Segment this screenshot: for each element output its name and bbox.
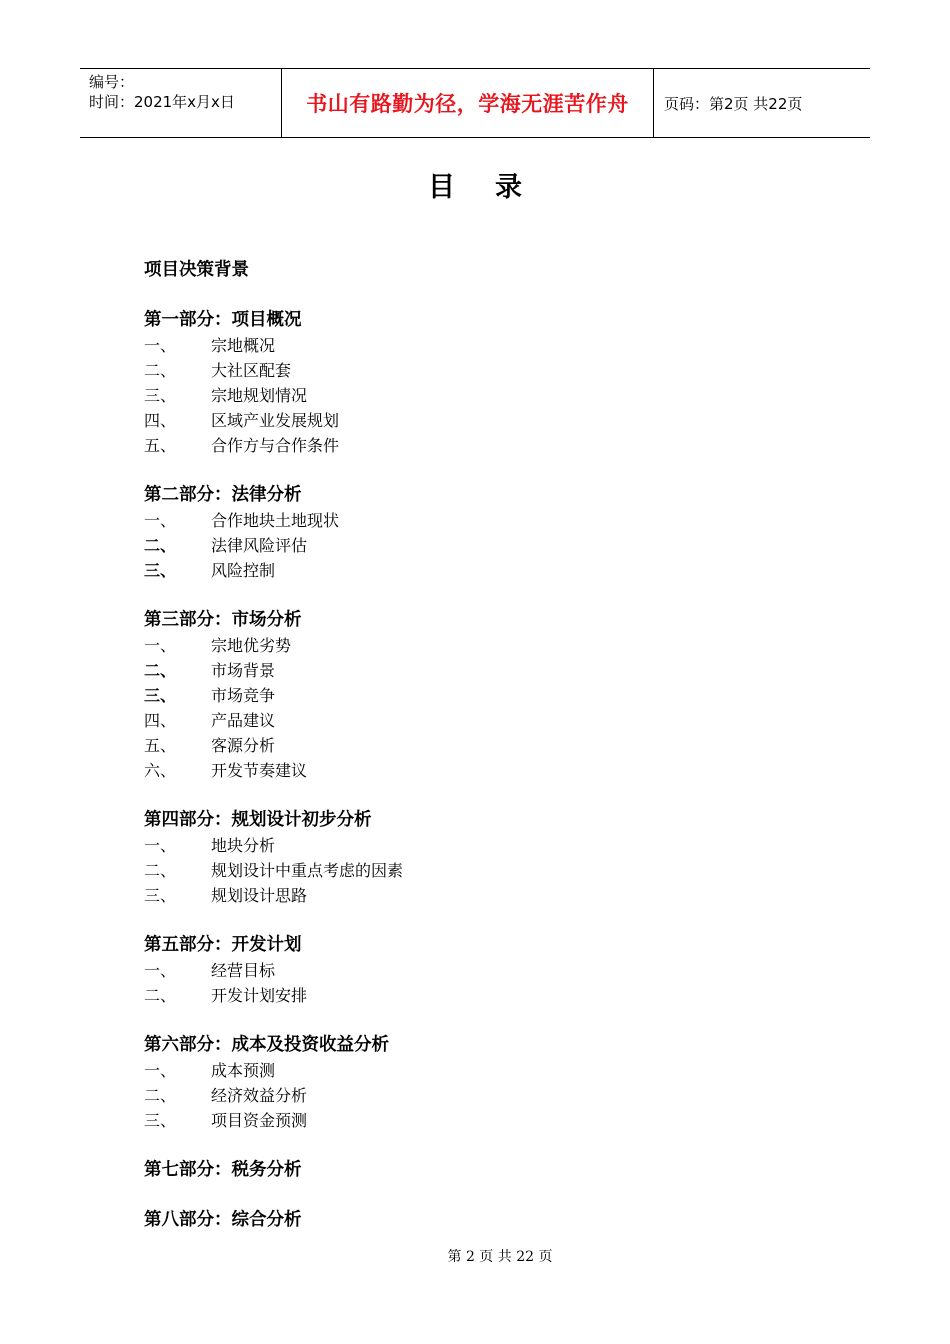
toc-item-number: 三、 [144,686,177,705]
toc-item-number: 三、 [144,561,177,580]
toc-item-text: 成本预测 [211,1061,276,1080]
toc-item-number: 二、 [144,986,177,1005]
toc-item-number: 一、 [144,961,177,980]
toc-item [144,358,844,383]
document-date: 时间：2021年x月x日 [89,93,235,111]
toc-item-text: 项目资金预测 [211,1111,308,1130]
toc-section-heading: 第一部分：项目概况 [144,310,302,330]
toc-item [144,508,844,533]
toc-item [144,958,844,983]
toc-item [144,983,844,1008]
toc-item [144,533,844,558]
toc-item-text: 区域产业发展规划 [211,411,340,430]
toc-item-number: 五、 [144,436,177,455]
toc-item-number: 一、 [144,1061,177,1080]
toc-item-text: 市场背景 [211,661,276,680]
toc-item-number: 一、 [144,836,177,855]
toc-item-text: 法律风险评估 [211,536,308,555]
toc-section-heading: 第五部分：开发计划 [144,935,302,955]
toc-item-number: 六、 [144,761,177,780]
toc-section-heading: 第七部分：税务分析 [144,1160,302,1180]
toc-item [144,433,844,458]
toc-item [144,658,844,683]
toc-item-text: 开发计划安排 [211,986,308,1005]
toc-item [144,383,844,408]
toc-item-number: 四、 [144,711,177,730]
toc-item-number: 二、 [144,1086,177,1105]
toc-item-number: 三、 [144,386,177,405]
toc-item-number: 三、 [144,1111,177,1130]
toc-item-text: 地块分析 [211,836,276,855]
toc-item-text: 宗地优劣势 [211,636,292,655]
toc-item-text: 宗地概况 [211,336,276,355]
header-page-info: 页码：第2页 共22页 [664,94,803,113]
toc-item-number: 四、 [144,411,177,430]
toc-item-text: 开发节奏建议 [211,761,308,780]
toc-item [144,758,844,783]
toc-item [144,708,844,733]
toc-item-text: 市场竞争 [211,686,276,705]
header-meta [80,69,282,137]
table-of-contents [144,258,844,1233]
toc-item [144,633,844,658]
toc-item [144,833,844,858]
toc-item [144,733,844,758]
toc-item-text: 客源分析 [211,736,276,755]
toc-item-text: 合作方与合作条件 [211,436,340,455]
toc-item [144,883,844,908]
toc-item-text: 产品建议 [211,711,276,730]
document-number-label: 编号： [89,73,135,91]
toc-item-number: 二、 [144,536,177,555]
toc-item [144,1083,844,1108]
toc-item [144,683,844,708]
page-header [80,68,870,138]
toc-item-text: 经营目标 [211,961,276,980]
toc-section-heading: 项目决策背景 [144,260,249,280]
toc-item-number: 一、 [144,511,177,530]
toc-item-number: 二、 [144,361,177,380]
toc-section-heading: 第三部分：市场分析 [144,610,302,630]
toc-item-number: 二、 [144,861,177,880]
toc-item-number: 一、 [144,636,177,655]
toc-item-text: 风险控制 [211,561,276,580]
toc-section-heading: 第八部分：综合分析 [144,1210,302,1230]
toc-item-number: 五、 [144,736,177,755]
toc-item [144,1108,844,1133]
toc-item [144,333,844,358]
toc-item-text: 规划设计中重点考虑的因素 [211,861,404,880]
toc-item-number: 三、 [144,886,177,905]
page-footer: 第 2 页 共 22 页 [447,1249,553,1265]
toc-item-text: 大社区配套 [211,361,292,380]
toc-item [144,1058,844,1083]
toc-item-text: 经济效益分析 [211,1086,308,1105]
toc-section-heading: 第四部分：规划设计初步分析 [144,810,372,830]
header-motto: 书山有路勤为径，学海无涯苦作舟 [282,69,654,137]
toc-item [144,408,844,433]
toc-item-text: 宗地规划情况 [211,386,308,405]
toc-item-number: 一、 [144,336,177,355]
toc-item-text: 规划设计思路 [211,886,308,905]
toc-item-text: 合作地块土地现状 [211,511,340,530]
toc-item [144,558,844,583]
toc-section-heading: 第二部分：法律分析 [144,485,302,505]
toc-item [144,858,844,883]
toc-item-number: 二、 [144,661,177,680]
toc-section-heading: 第六部分：成本及投资收益分析 [144,1035,389,1055]
page-title: 目录 [428,172,562,203]
